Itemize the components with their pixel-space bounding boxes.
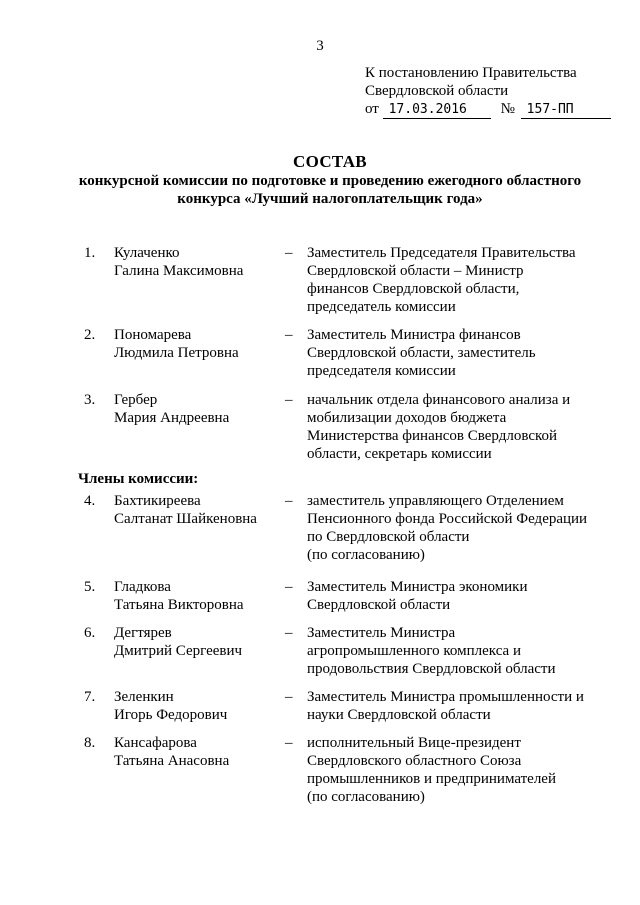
entry-number: 7. — [84, 689, 96, 705]
member-role-line: начальник отдела финансового анализа и — [307, 392, 571, 408]
document-date: 17.03.2016 — [383, 102, 491, 119]
member-role-line: Свердловского областного Союза — [307, 753, 522, 769]
member-given-names: Салтанат Шайкеновна — [114, 511, 257, 527]
member-surname: Зеленкин — [114, 689, 174, 705]
entry-number: 2. — [84, 327, 96, 343]
entry-number: 3. — [84, 392, 96, 408]
member-given-names: Людмила Петровна — [114, 345, 239, 361]
entry-dash: – — [285, 689, 293, 705]
member-role-line: (по согласованию) — [307, 547, 425, 563]
member-role — [307, 734, 607, 806]
attachment-block — [365, 64, 625, 119]
member-name — [114, 578, 284, 614]
page-number: 3 — [316, 38, 324, 54]
document-number: 157-ПП — [521, 102, 611, 119]
member-role-line: председателя комиссии — [307, 363, 456, 379]
member-surname: Дегтярев — [114, 625, 172, 641]
member-given-names: Дмитрий Сергеевич — [114, 643, 243, 659]
member-role — [307, 391, 607, 463]
entry-number: 4. — [84, 493, 96, 509]
member-name — [114, 492, 284, 528]
attachment-line-1: К постановлению Правительства — [365, 65, 577, 81]
member-given-names: Галина Максимовна — [114, 263, 244, 279]
member-role-line: Свердловской области – Министр — [307, 263, 524, 279]
entry-number: 5. — [84, 579, 96, 595]
title-heading: СОСТАВ — [293, 152, 367, 171]
member-role-line: агропромышленного комплекса и — [307, 643, 521, 659]
entry-dash: – — [285, 245, 293, 261]
entry-dash: – — [285, 493, 293, 509]
member-role-line: финансов Свердловской области, — [307, 281, 520, 297]
member-surname: Гладкова — [114, 579, 171, 595]
member-given-names: Татьяна Викторовна — [114, 597, 244, 613]
entry-dash: – — [285, 625, 293, 641]
member-name — [114, 326, 284, 362]
member-role-line: (по согласованию) — [307, 789, 425, 805]
entry-dash: – — [285, 579, 293, 595]
member-role-line: продовольствия Свердловской области — [307, 661, 556, 677]
member-role — [307, 244, 607, 316]
member-given-names: Мария Андреевна — [114, 410, 230, 426]
member-name — [114, 734, 284, 770]
members-heading: Члены комиссии: — [78, 471, 199, 487]
document-title — [40, 152, 620, 208]
attachment-line-2: Свердловской области — [365, 83, 509, 99]
member-name — [114, 244, 284, 280]
member-surname: Кулаченко — [114, 245, 180, 261]
member-name — [114, 688, 284, 724]
member-role-line: Заместитель Министра финансов — [307, 327, 521, 343]
member-given-names: Татьяна Анасовна — [114, 753, 230, 769]
member-role-line: Свердловской области, заместитель — [307, 345, 536, 361]
entry-number: 8. — [84, 735, 96, 751]
member-role-line: по Свердловской области — [307, 529, 470, 545]
member-role-line: промышленников и предпринимателей — [307, 771, 556, 787]
member-role — [307, 688, 607, 724]
member-role — [307, 492, 607, 564]
member-role — [307, 578, 607, 614]
member-role-line: науки Свердловской области — [307, 707, 491, 723]
entry-number: 1. — [84, 245, 96, 261]
entry-dash: – — [285, 392, 293, 408]
number-sign: № — [500, 101, 515, 117]
member-role-line: мобилизации доходов бюджета — [307, 410, 507, 426]
entry-dash: – — [285, 735, 293, 751]
member-surname: Пономарева — [114, 327, 192, 343]
member-role-line: Заместитель Министра экономики — [307, 579, 528, 595]
member-role — [307, 326, 607, 380]
title-line-1: конкурсной комиссии по подготовке и проведению ежегодного областного — [78, 173, 582, 189]
entry-number: 6. — [84, 625, 96, 641]
from-label: от — [365, 101, 379, 117]
member-role — [307, 624, 607, 678]
member-role-line: Пенсионного фонда Российской Федерации — [307, 511, 588, 527]
member-role-line: Свердловской области — [307, 597, 451, 613]
entry-dash: – — [285, 327, 293, 343]
title-line-2: конкурса «Лучший налогоплательщик года» — [177, 191, 483, 207]
member-name — [114, 391, 284, 427]
member-role-line: исполнительный Вице-президент — [307, 735, 521, 751]
member-role-line: Заместитель Министра — [307, 625, 456, 641]
member-given-names: Игорь Федорович — [114, 707, 228, 723]
member-role-line: заместитель управляющего Отделением — [307, 493, 564, 509]
member-role-line: председатель комиссии — [307, 299, 456, 315]
attachment-dateline — [365, 101, 611, 117]
member-surname: Бахтикиреева — [114, 493, 201, 509]
member-surname: Гербер — [114, 392, 158, 408]
member-role-line: Заместитель Министра промышленности и — [307, 689, 584, 705]
member-role-line: Заместитель Председателя Правительства — [307, 245, 576, 261]
member-role-line: Министерства финансов Свердловской — [307, 428, 558, 444]
member-surname: Кансафарова — [114, 735, 197, 751]
member-role-line: области, секретарь комиссии — [307, 446, 492, 462]
member-name — [114, 624, 284, 660]
